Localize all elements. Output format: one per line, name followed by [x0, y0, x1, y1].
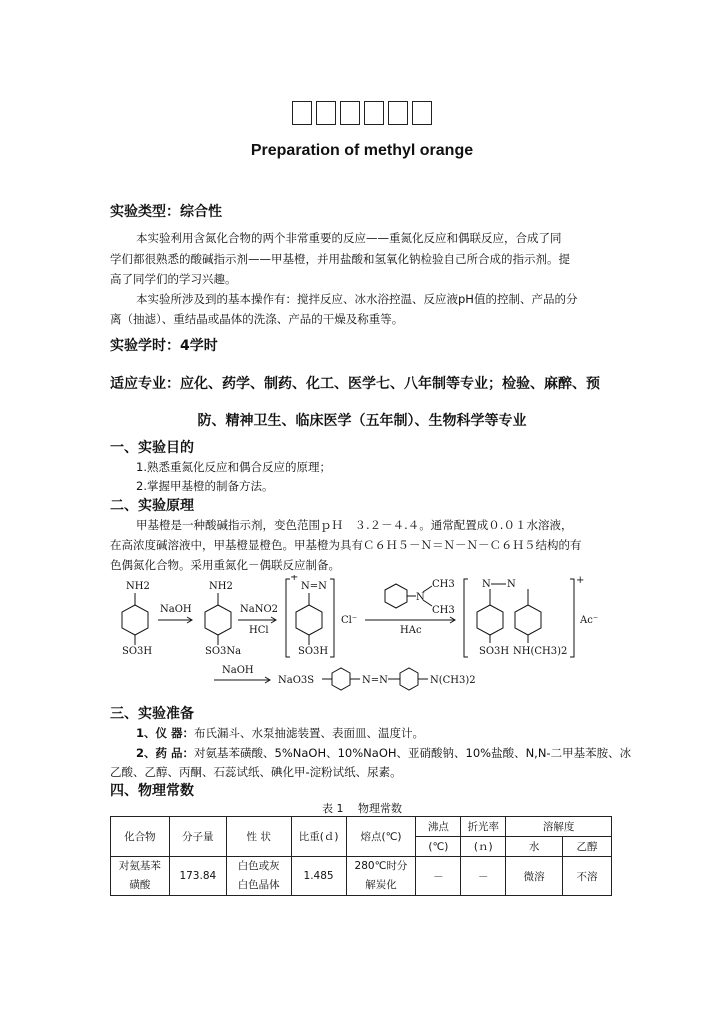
table-row	[111, 857, 612, 896]
header-state: 性 状	[226, 817, 291, 857]
cell-state: 白色或灰 白色晶体	[226, 857, 291, 896]
section-heading: 四、物理常数	[110, 783, 194, 799]
n-label: N	[482, 579, 491, 590]
experiment-type: 实验类型：综合性	[110, 204, 222, 220]
principle-line: 甲基橙是一种酸碱指示剂，变色范围ｐＨ ３.２－４.４。通常配置成０.０１水溶液，	[136, 518, 573, 532]
page-title-en: Preparation of methyl orange	[250, 142, 474, 159]
instrument-line	[136, 725, 424, 741]
list-item: 1.熟悉重氮化反应和偶合反应的原理；	[136, 460, 331, 474]
cell-mp: 280℃时分 解炭化	[346, 857, 416, 896]
section-heading: 二、实验原理	[110, 498, 194, 514]
principle-line: 在高浓度碱溶液中，甲基橙显橙色。甲基橙为具有Ｃ６Ｈ５－Ｎ＝Ｎ－Ｎ－Ｃ６Ｈ５结构的有	[110, 538, 582, 552]
so3h-label: SO3H	[122, 646, 153, 657]
header-bp: 沸点	[416, 817, 461, 837]
physical-constants-table	[110, 816, 612, 896]
hac-label: HAc	[400, 625, 422, 636]
intro-line: 高了同学们的学习兴趣。	[110, 272, 237, 286]
n-label: N	[416, 592, 425, 603]
n-label: N	[507, 579, 516, 590]
header-density: 比重(ｄ)	[291, 817, 346, 857]
acetate-label: Ac⁻	[580, 615, 599, 626]
intro-line: 本实验利用含氮化合物的两个非常重要的反应——重氮化反应和偶联反应，合成了同	[136, 231, 562, 245]
naoh-label: NaOH	[160, 604, 192, 615]
naoh-label: NaOH	[222, 665, 254, 676]
cell-density: 1.485	[291, 857, 346, 896]
section-heading: 三、实验准备	[110, 706, 194, 722]
header-compound: 化合物	[111, 817, 170, 857]
table-caption: 表 1 物理常数	[322, 802, 402, 815]
ch3-label: CH3	[432, 579, 455, 590]
header-bp-unit: (℃)	[416, 837, 461, 857]
header-solubility: 溶解度	[506, 817, 612, 837]
cell-bp: －	[416, 857, 461, 896]
so3h-label: SO3H	[298, 646, 329, 657]
so3na-label: SO3Na	[205, 646, 242, 657]
nano2-label: NaNO2	[240, 604, 279, 615]
instrument-text: 布氏漏斗、水泵抽滤装置、表面皿、温度计。	[194, 726, 425, 740]
intro-line: 学们都很熟悉的酸碱指示剂——甲基橙，并用盐酸和氢氧化钠检验自己所合成的指示剂。提	[110, 252, 570, 266]
cell-water: 微溶	[506, 857, 563, 896]
header-mp: 熔点(℃)	[346, 817, 416, 857]
nh2-label: NH2	[126, 581, 150, 592]
drug-label: 2、药 品：	[136, 746, 195, 760]
header-ri: 折光率	[461, 817, 506, 837]
intro-line: 离（抽滤）、重结晶或晶体的洗涤、产品的干燥及称重等。	[110, 312, 404, 326]
nhme-label: NH(CH3)2	[513, 646, 568, 657]
chloride-label: Cl⁻	[341, 615, 358, 626]
ch3-label: CH3	[432, 605, 455, 616]
naso3s-label: NaO3S	[278, 675, 315, 686]
intro-line: 本实验所涉及到的基本操作有：搅拌反应、冰水浴控温、反应液pH值的控制、产品的分	[136, 292, 578, 306]
cell-mw: 173.84	[169, 857, 226, 896]
list-item: 2.掌握甲基橙的制备方法。	[136, 479, 274, 493]
experiment-hours: 实验学时：4学时	[110, 338, 218, 354]
principle-line: 色偶氮化合物。采用重氮化－偶联反应制备。	[110, 558, 340, 572]
page-title-cn	[0, 100, 724, 125]
cell-compound: 对氨基苯 磺酸	[111, 857, 170, 896]
reaction-scheme	[110, 575, 614, 695]
drug-line: 乙酸、乙醇、丙酮、石蕊试纸、碘化甲-淀粉试纸、尿素。	[110, 765, 402, 779]
header-ri-unit: (ｎ)	[461, 837, 506, 857]
diazonium-label: N=N	[301, 581, 327, 592]
plus-label: +	[290, 575, 299, 583]
cell-ethanol: 不溶	[563, 857, 612, 896]
header-mw: 分子量	[169, 817, 226, 857]
majors-line: 适应专业：应化、药学、制药、化工、医学七、八年制等专业；检验、麻醉、预	[110, 376, 600, 392]
drug-line	[136, 745, 631, 761]
hcl-label: HCl	[249, 625, 269, 636]
drug-text: 对氨基苯磺酸、5%NaOH、10%NaOH、亚硝酸钠、10%盐酸、N,N-二甲基苯胺、冰	[194, 746, 632, 760]
nh2-label: NH2	[209, 581, 233, 592]
cell-ri: －	[461, 857, 506, 896]
plus-label: +	[576, 575, 585, 586]
so3h-label: SO3H	[479, 646, 510, 657]
azo-label: N=N	[362, 675, 388, 686]
majors-line: 防、精神卫生、临床医学（五年制）、生物科学等专业	[197, 413, 527, 429]
header-ethanol: 乙醇	[563, 837, 612, 857]
section-heading: 一、实验目的	[110, 440, 194, 456]
header-water: 水	[506, 837, 563, 857]
nme2-label: N(CH3)2	[430, 675, 476, 686]
instrument-label: 1、仪 器：	[136, 726, 195, 740]
